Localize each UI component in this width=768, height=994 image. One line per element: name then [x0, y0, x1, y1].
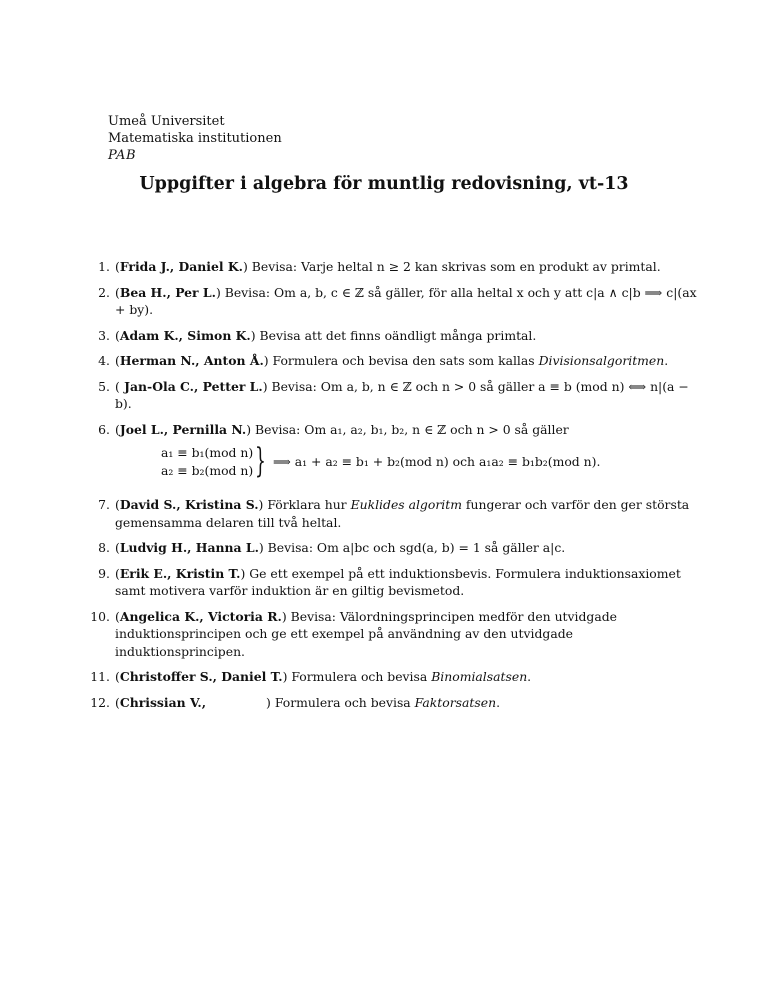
item-names: Chrissian V.,: [119, 694, 207, 710]
item-text: Formulera och bevisa den sats som kallas: [272, 353, 535, 368]
item-text: Bevisa: Om a|bc och sgd(a, b) = 1 så gäller a|c.: [267, 540, 566, 555]
item-names: Jan-Ola C., Petter L.: [119, 378, 263, 394]
item-number: 4.: [98, 353, 110, 368]
list-item: 8. (Ludvig H., Hanna L.) Bevisa: Om a|bc och sgd(a, b) = 1 så gäller a|c.: [80, 539, 698, 557]
item-number: 12.: [90, 694, 110, 710]
item-text-end: .: [664, 353, 669, 368]
right-brace: }: [255, 441, 266, 481]
item-text: Bevisa: Om a, b, c ∈ ℤ så gäller, för alla heltal x och y att c|a ∧ c|b ⟹ c|(ax + by).: [115, 284, 697, 317]
item-names: Angelica K., Victoria R.: [119, 608, 282, 624]
item-emphasis: Binomialsatsen: [431, 669, 528, 684]
item-names: Herman N., Anton Å.: [119, 353, 264, 368]
task-list: [80, 258, 698, 719]
item-names: Erik E., Kristin T.: [119, 565, 241, 581]
item-names: Joel L., Pernilla N.: [119, 421, 247, 437]
list-item: 2. (Bea H., Per L.) Bevisa: Om a, b, c ∈ ℤ så gäller, för alla heltal x och y att c|a ∧ c|b ⟹ c|(ax + by).: [80, 284, 698, 319]
list-item: 9. (Erik E., Kristin T.) Ge ett exempel på ett induktionsbevis. Formulera induktionsaxiomet samt motivera varför induktion är en giltig bevismetod.: [80, 565, 698, 600]
university-name: Umeå Universitet: [108, 114, 225, 129]
item-text: Bevisa: Varje heltal n ≥ 2 kan skrivas som en produkt av primtal.: [251, 259, 661, 274]
item-names: David S., Kristina S.: [119, 497, 259, 512]
item-text-end: .: [496, 694, 501, 710]
item-text: Bevisa: Välordningsprincipen medför den utvidgade induktionsprincipen och ge ett exempel på användning av den utvidgade induktionsprincipen.: [115, 608, 618, 659]
item-text: Bevisa: Om a₁, a₂, b₁, b₂, n ∈ ℤ och n > 0 så gäller: [255, 421, 569, 437]
item-number: 11.: [90, 669, 110, 684]
author-initials: PAB: [108, 148, 136, 163]
item-text: Ge ett exempel på ett induktionsbevis. Formulera induktionsaxiomet samt motivera varför induktion är en giltig bevismetod.: [115, 565, 681, 598]
item-text: Bevisa: Om a, b, n ∈ ℤ och n > 0 så gäller a ≡ b (mod n) ⟺ n|(a − b).: [115, 378, 689, 411]
list-item: 12. (Chrissian V., ) Formulera och bevisa Faktorsatsen.: [80, 694, 698, 712]
item-text: Förklara hur: [267, 497, 347, 512]
list-item: 4. (Herman N., Anton Å.) Formulera och bevisa den sats som kallas Divisionsalgoritmen.: [80, 352, 698, 370]
case-line-2: a₂ ≡ b₂(mod n): [161, 463, 254, 478]
list-item: 10. (Angelica K., Victoria R.) Bevisa: Välordningsprincipen medför den utvidgade induktionsprincipen och ge ett exempel på användning av den utvidgade induktionsprincipen.: [80, 608, 698, 661]
item-number: 2.: [98, 284, 110, 300]
item-text-end: .: [527, 669, 532, 684]
document-header: [108, 113, 282, 164]
page-title: Uppgifter i algebra för muntlig redovisning, vt-13: [139, 174, 629, 194]
item-number: 7.: [98, 497, 110, 512]
item-emphasis: Faktorsatsen: [414, 694, 497, 710]
item-number: 5.: [98, 378, 110, 394]
math-display: [161, 441, 698, 488]
item-number: 9.: [98, 565, 110, 581]
math-cases: [161, 444, 253, 480]
item-text: Formulera och bevisa: [291, 669, 428, 684]
list-item: 5. ( Jan-Ola C., Petter L.) Bevisa: Om a, b, n ∈ ℤ och n > 0 så gäller a ≡ b (mod n) ⟺ n|(a − b).: [80, 378, 698, 413]
math-conclusion: ⟹ a₁ + a₂ ≡ b₁ + b₂(mod n) och a₁a₂ ≡ b₁b₂(mod n).: [273, 454, 601, 469]
list-item: 1. (Frida J., Daniel K.) Bevisa: Varje heltal n ≥ 2 kan skrivas som en produkt av primtal.: [80, 258, 698, 276]
list-item: 11. (Christoffer S., Daniel T.) Formulera och bevisa Binomialsatsen.: [80, 668, 698, 686]
item-names: Adam K., Simon K.: [119, 327, 251, 343]
item-names: Ludvig H., Hanna L.: [119, 540, 259, 555]
item-number: 8.: [98, 540, 110, 555]
item-number: 6.: [98, 421, 110, 437]
item-number: 3.: [98, 327, 110, 343]
item-number: 1.: [98, 259, 110, 274]
case-line-1: a₁ ≡ b₁(mod n): [161, 445, 254, 460]
item-names: Christoffer S., Daniel T.: [119, 669, 283, 684]
department-name: Matematiska institutionen: [108, 131, 282, 146]
list-item: 6. (Joel L., Pernilla N.) Bevisa: Om a₁, a₂, b₁, b₂, n ∈ ℤ och n > 0 så gäller a₁ ≡ b₁(mod n) a₂ ≡ b₂(mod n) } ⟹ a₁ + a₂ ≡ b₁ + b₂(mod n) och a₁a₂ ≡ b₁b₂(mod n).: [80, 421, 698, 489]
item-names: Bea H., Per L.: [119, 284, 216, 300]
item-emphasis: Divisionsalgoritmen: [538, 353, 665, 368]
item-emphasis: Euklides algoritm: [350, 497, 462, 512]
item-text-end: fungerar och varför den ger största gemensamma delaren till två heltal.: [115, 497, 690, 530]
list-item: 3. (Adam K., Simon K.) Bevisa att det finns oändligt många primtal.: [80, 327, 698, 345]
item-text: Bevisa att det finns oändligt många primtal.: [259, 327, 537, 343]
item-names: Frida J., Daniel K.: [119, 259, 243, 274]
list-item: 7. (David S., Kristina S.) Förklara hur Euklides algoritm fungerar och varför den ger största gemensamma delaren till två heltal.: [80, 496, 698, 531]
item-number: 10.: [90, 608, 110, 624]
item-text: Formulera och bevisa: [274, 694, 411, 710]
